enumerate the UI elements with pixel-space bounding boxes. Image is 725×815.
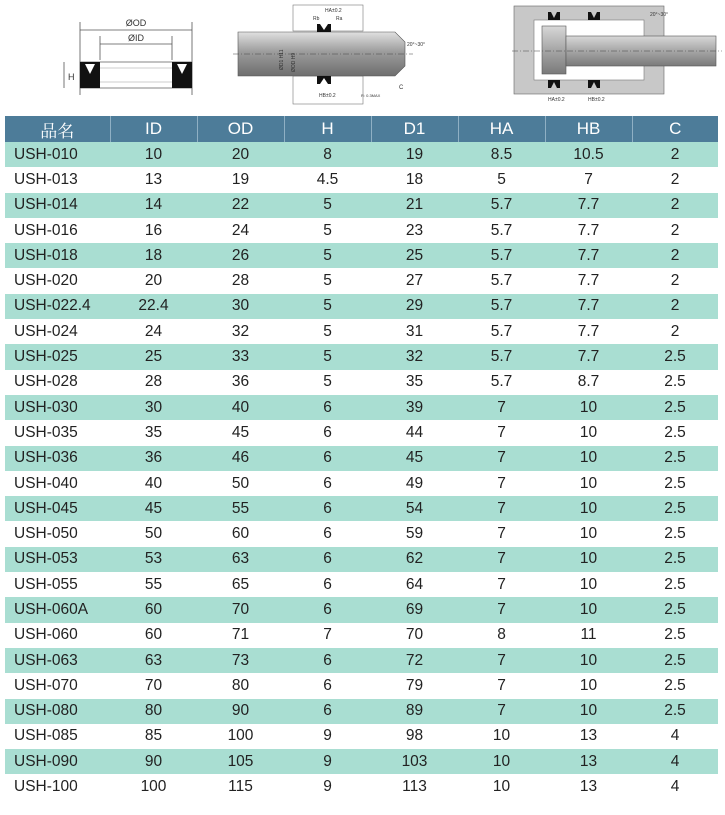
cell-id: 55 <box>110 572 197 597</box>
cell-ha: 7 <box>458 547 545 572</box>
cell-d1: 54 <box>371 496 458 521</box>
cell-od: 90 <box>197 699 284 724</box>
cell-ha: 5.7 <box>458 218 545 243</box>
cell-hb: 7 <box>545 167 632 192</box>
cell-name: USH-028 <box>5 370 110 395</box>
cell-h: 5 <box>284 370 371 395</box>
cell-od: 71 <box>197 623 284 648</box>
cell-od: 36 <box>197 370 284 395</box>
cell-c: 2.5 <box>632 496 718 521</box>
cell-c: 2.5 <box>632 547 718 572</box>
cell-hb: 7.7 <box>545 243 632 268</box>
cell-c: 2.5 <box>632 572 718 597</box>
cell-c: 2.5 <box>632 370 718 395</box>
rod-r-label: R: 0.3MAX <box>361 93 381 98</box>
cell-od: 45 <box>197 420 284 445</box>
cell-ha: 7 <box>458 395 545 420</box>
cell-c: 4 <box>632 749 718 774</box>
table-row <box>5 446 718 471</box>
cell-hb: 7.7 <box>545 193 632 218</box>
cell-c: 4 <box>632 774 718 799</box>
cell-c: 2 <box>632 218 718 243</box>
cell-name: USH-030 <box>5 395 110 420</box>
cell-ha: 8 <box>458 623 545 648</box>
cell-od: 19 <box>197 167 284 192</box>
cell-name: USH-018 <box>5 243 110 268</box>
table-body <box>5 142 718 800</box>
cell-ha: 8.5 <box>458 142 545 167</box>
cell-d1: 39 <box>371 395 458 420</box>
table-row <box>5 572 718 597</box>
cell-name: USH-022.4 <box>5 294 110 319</box>
table-row <box>5 319 718 344</box>
cell-od: 70 <box>197 597 284 622</box>
table-row <box>5 648 718 673</box>
table-row <box>5 597 718 622</box>
cell-d1: 21 <box>371 193 458 218</box>
cell-hb: 10 <box>545 471 632 496</box>
cell-ha: 7 <box>458 446 545 471</box>
cell-hb: 7.7 <box>545 268 632 293</box>
cell-h: 5 <box>284 193 371 218</box>
cell-id: 53 <box>110 547 197 572</box>
cell-od: 40 <box>197 395 284 420</box>
cell-ha: 5.7 <box>458 344 545 369</box>
table-row <box>5 344 718 369</box>
cell-h: 7 <box>284 623 371 648</box>
cell-ha: 7 <box>458 699 545 724</box>
header-hb: HB <box>545 116 632 142</box>
cell-id: 10 <box>110 142 197 167</box>
cell-c: 2.5 <box>632 699 718 724</box>
cell-od: 28 <box>197 268 284 293</box>
cell-hb: 13 <box>545 774 632 799</box>
cell-c: 2.5 <box>632 521 718 546</box>
table-row <box>5 420 718 445</box>
cell-name: USH-045 <box>5 496 110 521</box>
header-ha: HA <box>458 116 545 142</box>
cell-h: 5 <box>284 218 371 243</box>
cell-od: 20 <box>197 142 284 167</box>
cell-id: 30 <box>110 395 197 420</box>
table-row <box>5 193 718 218</box>
cell-name: USH-063 <box>5 648 110 673</box>
cell-h: 6 <box>284 395 371 420</box>
cell-hb: 8.7 <box>545 370 632 395</box>
cell-od: 100 <box>197 724 284 749</box>
cell-d1: 72 <box>371 648 458 673</box>
cell-h: 6 <box>284 420 371 445</box>
cell-h: 9 <box>284 724 371 749</box>
cell-c: 2 <box>632 167 718 192</box>
cell-c: 2 <box>632 268 718 293</box>
cell-h: 9 <box>284 749 371 774</box>
cell-name: USH-040 <box>5 471 110 496</box>
table-row <box>5 167 718 192</box>
cell-id: 16 <box>110 218 197 243</box>
cell-hb: 11 <box>545 623 632 648</box>
cell-ha: 5.7 <box>458 370 545 395</box>
cell-name: USH-010 <box>5 142 110 167</box>
cell-h: 6 <box>284 572 371 597</box>
table-row <box>5 547 718 572</box>
cell-d1: 45 <box>371 446 458 471</box>
header-c: C <box>632 116 718 142</box>
piston-angle-label: 20°~30° <box>650 12 669 18</box>
piston-ha-label: HA±0.2 <box>548 97 565 103</box>
cell-ha: 7 <box>458 572 545 597</box>
cell-name: USH-085 <box>5 724 110 749</box>
cell-name: USH-016 <box>5 218 110 243</box>
cell-h: 6 <box>284 521 371 546</box>
cell-name: USH-036 <box>5 446 110 471</box>
cell-hb: 10.5 <box>545 142 632 167</box>
cell-h: 5 <box>284 344 371 369</box>
cell-name: USH-060A <box>5 597 110 622</box>
header-od: OD <box>197 116 284 142</box>
cell-h: 6 <box>284 673 371 698</box>
cell-hb: 10 <box>545 395 632 420</box>
cell-d1: 89 <box>371 699 458 724</box>
cell-d1: 64 <box>371 572 458 597</box>
cell-h: 5 <box>284 294 371 319</box>
rod-od-label: ØOD H9 <box>291 52 297 72</box>
cell-hb: 10 <box>545 446 632 471</box>
piston-install-diagram <box>512 0 722 112</box>
cell-id: 45 <box>110 496 197 521</box>
cell-name: USH-080 <box>5 699 110 724</box>
cell-h: 6 <box>284 446 371 471</box>
cell-hb: 10 <box>545 673 632 698</box>
cell-ha: 7 <box>458 496 545 521</box>
cell-name: USH-025 <box>5 344 110 369</box>
cell-od: 33 <box>197 344 284 369</box>
cell-name: USH-050 <box>5 521 110 546</box>
cell-c: 2.5 <box>632 395 718 420</box>
cell-c: 2.5 <box>632 597 718 622</box>
cell-c: 2.5 <box>632 420 718 445</box>
table-row <box>5 699 718 724</box>
cell-od: 32 <box>197 319 284 344</box>
cell-hb: 10 <box>545 521 632 546</box>
id-label: ØID <box>127 33 145 43</box>
cell-h: 5 <box>284 268 371 293</box>
cell-ha: 7 <box>458 648 545 673</box>
rod-install-diagram <box>233 0 433 112</box>
rod-hb-label: HB±0.2 <box>319 93 336 99</box>
table-row <box>5 673 718 698</box>
od-label: ØOD <box>125 18 147 28</box>
piston-hb-label: HB±0.2 <box>588 97 605 103</box>
cell-hb: 7.7 <box>545 319 632 344</box>
rod-rb-label: Rb <box>313 16 320 22</box>
cell-id: 90 <box>110 749 197 774</box>
spec-table <box>5 116 718 800</box>
cell-od: 30 <box>197 294 284 319</box>
cell-ha: 10 <box>458 749 545 774</box>
cell-name: USH-053 <box>5 547 110 572</box>
header-id: ID <box>110 116 197 142</box>
cell-d1: 18 <box>371 167 458 192</box>
cell-c: 2.5 <box>632 471 718 496</box>
cell-name: USH-090 <box>5 749 110 774</box>
cell-ha: 7 <box>458 471 545 496</box>
table-row <box>5 471 718 496</box>
table-row <box>5 294 718 319</box>
cell-c: 2 <box>632 142 718 167</box>
cell-h: 5 <box>284 243 371 268</box>
table-row <box>5 774 718 799</box>
cell-name: USH-013 <box>5 167 110 192</box>
cell-od: 26 <box>197 243 284 268</box>
cell-ha: 5.7 <box>458 243 545 268</box>
cell-ha: 7 <box>458 673 545 698</box>
cell-d1: 79 <box>371 673 458 698</box>
cell-h: 6 <box>284 597 371 622</box>
cell-hb: 7.7 <box>545 294 632 319</box>
cell-d1: 35 <box>371 370 458 395</box>
cell-od: 115 <box>197 774 284 799</box>
cell-hb: 10 <box>545 648 632 673</box>
cell-id: 85 <box>110 724 197 749</box>
cell-id: 18 <box>110 243 197 268</box>
cell-d1: 29 <box>371 294 458 319</box>
cell-od: 63 <box>197 547 284 572</box>
cell-name: USH-060 <box>5 623 110 648</box>
header-d1: D1 <box>371 116 458 142</box>
cell-d1: 59 <box>371 521 458 546</box>
cell-ha: 10 <box>458 774 545 799</box>
rod-ha-label: HA±0.2 <box>325 8 342 14</box>
cell-id: 40 <box>110 471 197 496</box>
cell-h: 6 <box>284 699 371 724</box>
cell-hb: 13 <box>545 724 632 749</box>
cell-name: USH-055 <box>5 572 110 597</box>
cell-ha: 10 <box>458 724 545 749</box>
cell-name: USH-035 <box>5 420 110 445</box>
cell-c: 2.5 <box>632 673 718 698</box>
cell-id: 80 <box>110 699 197 724</box>
table-row <box>5 218 718 243</box>
rod-angle-label: 20°~30° <box>407 42 426 48</box>
cell-d1: 113 <box>371 774 458 799</box>
cell-od: 65 <box>197 572 284 597</box>
table-row <box>5 521 718 546</box>
cell-ha: 5.7 <box>458 193 545 218</box>
cell-name: USH-020 <box>5 268 110 293</box>
rod-d1-label: ØD1 H11 <box>279 49 285 70</box>
cell-ha: 5.7 <box>458 294 545 319</box>
cell-id: 35 <box>110 420 197 445</box>
cell-d1: 98 <box>371 724 458 749</box>
table-row <box>5 724 718 749</box>
cell-id: 60 <box>110 623 197 648</box>
cell-ha: 7 <box>458 521 545 546</box>
cell-c: 2.5 <box>632 344 718 369</box>
cell-h: 6 <box>284 471 371 496</box>
cell-c: 2 <box>632 243 718 268</box>
cell-ha: 5.7 <box>458 268 545 293</box>
cell-hb: 10 <box>545 699 632 724</box>
cell-h: 6 <box>284 547 371 572</box>
cell-hb: 7.7 <box>545 218 632 243</box>
header-h: H <box>284 116 371 142</box>
cell-ha: 7 <box>458 597 545 622</box>
cell-ha: 7 <box>458 420 545 445</box>
cell-od: 60 <box>197 521 284 546</box>
cell-id: 100 <box>110 774 197 799</box>
table-header-row <box>5 116 718 142</box>
cell-h: 9 <box>284 774 371 799</box>
cell-c: 4 <box>632 724 718 749</box>
diagram-strip <box>0 0 725 114</box>
cell-od: 46 <box>197 446 284 471</box>
table-row <box>5 142 718 167</box>
cell-name: USH-014 <box>5 193 110 218</box>
cell-h: 4.5 <box>284 167 371 192</box>
cell-d1: 31 <box>371 319 458 344</box>
cell-od: 73 <box>197 648 284 673</box>
cell-h: 6 <box>284 648 371 673</box>
cell-id: 50 <box>110 521 197 546</box>
cell-d1: 19 <box>371 142 458 167</box>
cell-hb: 7.7 <box>545 344 632 369</box>
h-label: H <box>68 72 75 82</box>
cell-c: 2.5 <box>632 446 718 471</box>
cell-d1: 23 <box>371 218 458 243</box>
cell-od: 80 <box>197 673 284 698</box>
cell-hb: 10 <box>545 547 632 572</box>
cell-ha: 5.7 <box>458 319 545 344</box>
cell-c: 2 <box>632 193 718 218</box>
cell-hb: 13 <box>545 749 632 774</box>
cell-id: 70 <box>110 673 197 698</box>
cell-id: 14 <box>110 193 197 218</box>
cell-h: 5 <box>284 319 371 344</box>
rod-ra-label: Ra <box>336 16 343 22</box>
cell-id: 28 <box>110 370 197 395</box>
cell-id: 25 <box>110 344 197 369</box>
cell-id: 36 <box>110 446 197 471</box>
table-row <box>5 370 718 395</box>
cell-d1: 62 <box>371 547 458 572</box>
table-row <box>5 749 718 774</box>
table-row <box>5 496 718 521</box>
cell-name: USH-024 <box>5 319 110 344</box>
rod-c-label: C <box>399 85 404 91</box>
cell-id: 20 <box>110 268 197 293</box>
table-row <box>5 268 718 293</box>
table-row <box>5 243 718 268</box>
table-row <box>5 623 718 648</box>
cell-c: 2.5 <box>632 648 718 673</box>
cell-d1: 25 <box>371 243 458 268</box>
cell-c: 2 <box>632 294 718 319</box>
table-row <box>5 395 718 420</box>
cell-od: 50 <box>197 471 284 496</box>
cell-od: 22 <box>197 193 284 218</box>
cell-od: 24 <box>197 218 284 243</box>
cell-id: 22.4 <box>110 294 197 319</box>
cell-id: 63 <box>110 648 197 673</box>
seal-section-diagram <box>50 0 210 112</box>
cell-d1: 44 <box>371 420 458 445</box>
cell-d1: 103 <box>371 749 458 774</box>
cell-c: 2 <box>632 319 718 344</box>
cell-hb: 10 <box>545 420 632 445</box>
cell-hb: 10 <box>545 572 632 597</box>
cell-d1: 27 <box>371 268 458 293</box>
cell-h: 8 <box>284 142 371 167</box>
cell-d1: 69 <box>371 597 458 622</box>
cell-od: 105 <box>197 749 284 774</box>
cell-ha: 5 <box>458 167 545 192</box>
cell-name: USH-100 <box>5 774 110 799</box>
cell-d1: 70 <box>371 623 458 648</box>
cell-id: 13 <box>110 167 197 192</box>
cell-d1: 32 <box>371 344 458 369</box>
cell-d1: 49 <box>371 471 458 496</box>
cell-od: 55 <box>197 496 284 521</box>
cell-hb: 10 <box>545 496 632 521</box>
cell-id: 60 <box>110 597 197 622</box>
cell-h: 6 <box>284 496 371 521</box>
cell-name: USH-070 <box>5 673 110 698</box>
cell-hb: 10 <box>545 597 632 622</box>
header-name: 品名 <box>5 116 110 142</box>
cell-c: 2.5 <box>632 623 718 648</box>
cell-id: 24 <box>110 319 197 344</box>
